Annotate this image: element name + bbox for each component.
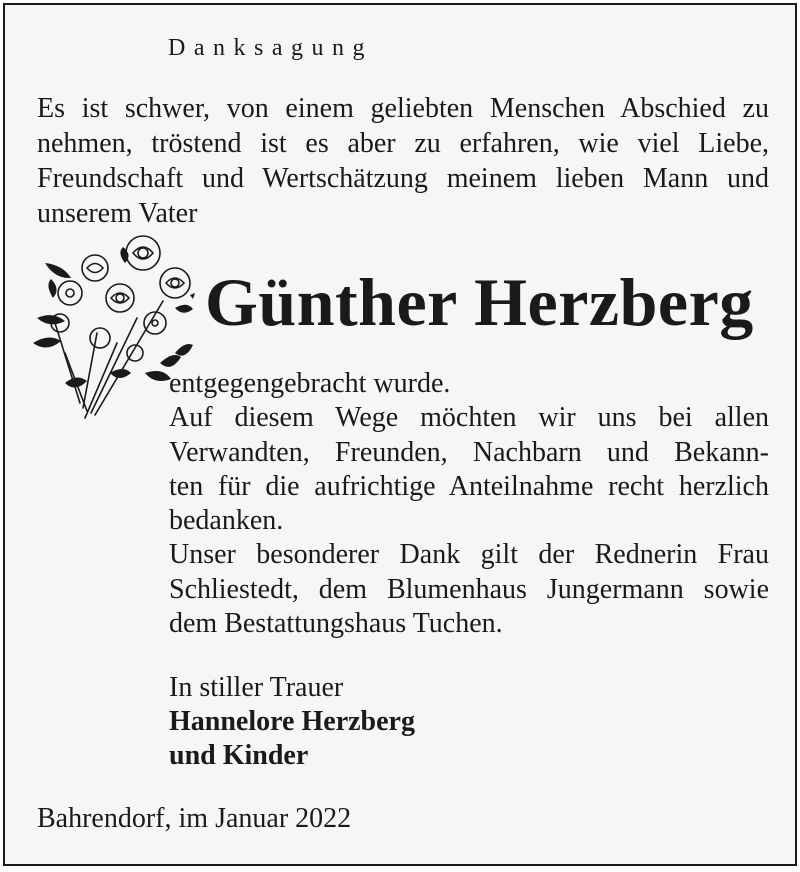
body-line: Auf diesem Wege möchten wir uns bei allen [169, 402, 769, 434]
signatory-name: Hannelore Herzberg [169, 706, 415, 737]
intro-paragraph [37, 91, 769, 231]
body-line: entgegengebracht wurde. [169, 368, 451, 399]
intro-line: nehmen, tröstend ist es aber zu erfahren, wie viel Liebe, [37, 128, 769, 159]
body-paragraph [169, 367, 769, 641]
deceased-name: Günther Herzberg [205, 264, 754, 340]
notice-heading: Danksagung [168, 35, 373, 61]
obituary-notice [3, 3, 797, 866]
body-line: Schliestedt, dem Blumenhaus Jungermann sowie [169, 573, 769, 605]
signatory-name: und Kinder [169, 740, 309, 771]
intro-line: Freundschaft und Wertschätzung meinem lieben Mann und [37, 163, 769, 194]
body-line: ten für die aufrichtige Anteilnahme recht herzlich [169, 470, 769, 502]
intro-line: Es ist schwer, von einem geliebten Menschen Abschied zu [37, 93, 769, 124]
body-line: Verwandten, Freunden, Nachbarn und Bekann- [169, 436, 769, 468]
place-date: Bahrendorf, im Januar 2022 [37, 803, 352, 834]
closing-phrase: In stiller Trauer [169, 672, 344, 703]
body-line: bedanken. [169, 505, 284, 537]
signature-block [169, 671, 415, 773]
body-line: dem Bestattungshaus Tuchen. [169, 608, 503, 640]
intro-line: unserem Vater [37, 198, 198, 229]
body-line: Unser besonderer Dank gilt der Rednerin Frau [169, 539, 769, 571]
